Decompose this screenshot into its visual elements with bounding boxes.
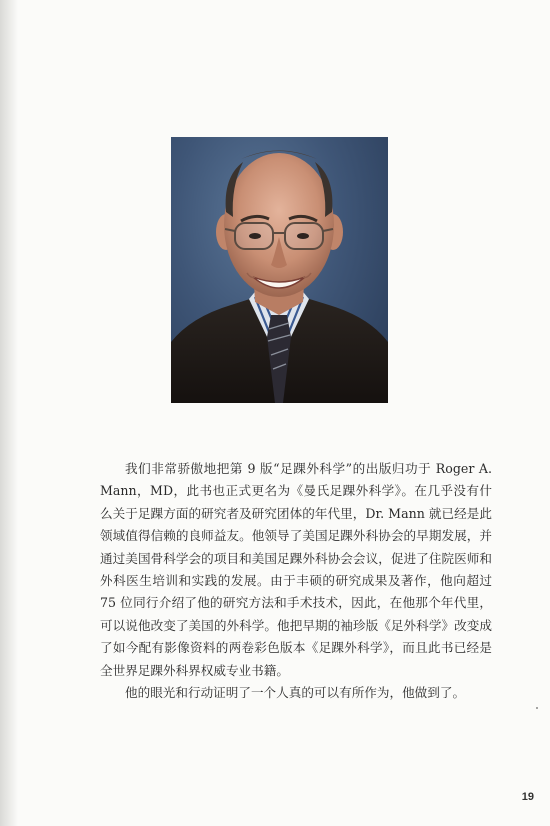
paragraph: 我们非常骄傲地把第 9 版“足踝外科学”的出版归功于 Roger A. Mann，MD，此书也正式更名为《曼氏足踝外科学》。在几乎没有什么关于足踝方面的研究者及研究团体的年代里，Dr. Mann 就已经是此领域值得信赖的良师益友。他领导了美国足踝外科协会的早期发展，并通过美国骨科学会的项目和美国足踝外科协会会议，促进了住院医师和外科医生培训和实践的发展。由于丰硕的研究成果及著作，他向超过 75 位同行介绍了他的研究方法和手术技术，因此，在他那个年代里，可以说他改变了美国的外科学。他把早期的袖珍版《足外科学》改变成了如今配有影像资料的两卷彩色版本《足踝外科学》，而且此书已经是全世界足踝外科界权威专业书籍。 (100, 461, 492, 678)
paragraph: 他的眼光和行动证明了一个人真的可以有所作为，他做到了。 (125, 685, 466, 701)
page-number: 19 (521, 791, 534, 803)
body-text (100, 458, 492, 704)
print-speck (536, 707, 538, 709)
portrait-photo (171, 137, 388, 403)
page-binding-shadow (0, 0, 18, 826)
